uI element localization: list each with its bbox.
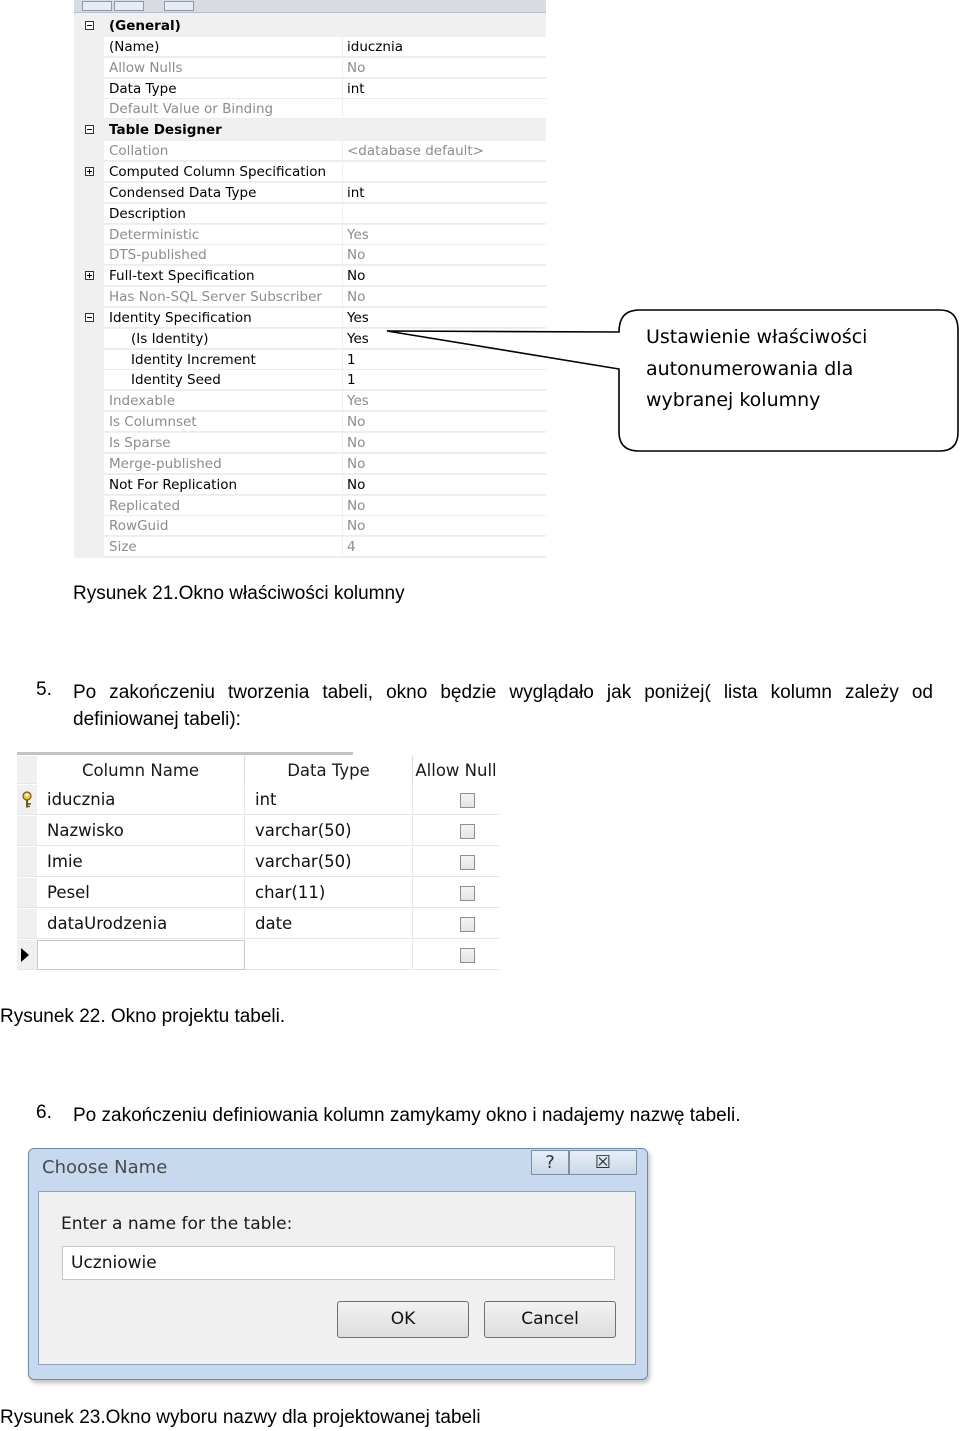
step-5-text-line2: definiowanej tabeli): [73, 709, 241, 730]
property-value[interactable]: int [343, 183, 546, 203]
column-name-cell[interactable] [37, 940, 245, 970]
help-button[interactable] [531, 1150, 569, 1175]
cancel-button[interactable]: Cancel [484, 1301, 616, 1338]
property-row[interactable] [74, 537, 546, 558]
property-name: Data Type [104, 79, 342, 99]
step-5-number: 5. [36, 679, 52, 700]
alphabetical-button[interactable] [114, 1, 144, 11]
collapse-icon[interactable] [85, 125, 94, 134]
data-type-cell[interactable] [245, 940, 413, 970]
property-row[interactable] [74, 99, 546, 120]
figure-23-caption: Rysunek 23.Okno wyboru nazwy dla projektowanej tabeli [0, 1407, 481, 1428]
property-row[interactable] [74, 162, 546, 183]
property-name: DTS-published [104, 245, 342, 265]
property-value[interactable]: No [343, 245, 546, 265]
allow-null-cell [413, 878, 499, 908]
property-value[interactable] [343, 204, 546, 224]
column-name-cell[interactable]: dataUrodzenia [37, 909, 245, 939]
choose-name-dialog [28, 1148, 648, 1380]
step-6-text: Po zakończeniu definiowania kolumn zamykamy okno i nadajemy nazwę tabeli. [73, 1105, 741, 1126]
allow-null-header[interactable]: Allow Null [413, 756, 499, 784]
property-row[interactable] [74, 454, 546, 475]
figure-22-caption: Rysunek 22. Okno projektu tabeli. [0, 1006, 286, 1027]
expand-icon[interactable] [85, 271, 94, 280]
table-name-input[interactable]: Uczniowie [62, 1246, 615, 1280]
property-name: Allow Nulls [104, 58, 342, 78]
property-name: (Is Identity) [104, 329, 342, 349]
property-name: Is Sparse [104, 433, 342, 453]
ok-button[interactable]: OK [337, 1301, 469, 1338]
table-designer-grid [17, 752, 499, 972]
property-value[interactable]: No [343, 516, 546, 536]
property-name: Is Columnset [104, 412, 342, 432]
dialog-body [38, 1191, 636, 1365]
data-type-cell[interactable]: date [245, 909, 413, 939]
property-value[interactable]: Yes [343, 391, 546, 411]
header-corner [17, 756, 37, 784]
property-value[interactable]: No [343, 475, 546, 495]
property-value[interactable]: 1 [343, 350, 546, 370]
column-name-cell[interactable]: Imie [37, 847, 245, 877]
row-selector[interactable] [17, 940, 37, 970]
property-name: Condensed Data Type [104, 183, 342, 203]
property-row[interactable] [74, 37, 546, 58]
property-row[interactable] [74, 245, 546, 266]
property-value[interactable]: 1 [343, 370, 546, 390]
data-type-cell[interactable]: int [245, 785, 413, 815]
property-value[interactable] [343, 99, 546, 119]
column-properties-grid [74, 0, 546, 558]
property-category-row[interactable] [74, 16, 546, 37]
property-value[interactable] [343, 162, 546, 182]
property-value[interactable]: No [343, 287, 546, 307]
property-row[interactable] [74, 225, 546, 246]
property-name: RowGuid [104, 516, 342, 536]
property-value[interactable]: Yes [343, 308, 546, 328]
table-name-label: Enter a name for the table: [61, 1214, 293, 1234]
property-value[interactable]: No [343, 496, 546, 516]
property-value[interactable]: iducznia [343, 37, 546, 57]
step-5-text-line1: Po zakończeniu tworzenia tabeli, okno będzie wyglądało jak poniżej( lista kolumn zależy od [73, 682, 933, 703]
property-name: Deterministic [104, 225, 342, 245]
property-name: (Name) [104, 37, 342, 57]
data-type-cell[interactable]: varchar(50) [245, 847, 413, 877]
allow-null-cell [413, 940, 499, 970]
property-name: Description [104, 204, 342, 224]
property-name: (General) [104, 16, 546, 36]
allow-null-checkbox[interactable] [460, 948, 475, 963]
current-row-arrow-icon [21, 948, 29, 962]
property-row[interactable] [74, 516, 546, 537]
column-name-cell[interactable]: Pesel [37, 878, 245, 908]
properties-toolbar [74, 0, 546, 13]
dialog-title: Choose Name [42, 1157, 168, 1178]
step-6-number: 6. [36, 1102, 52, 1123]
property-value[interactable]: Yes [343, 329, 546, 349]
property-name: Identity Specification [104, 308, 342, 328]
allow-null-cell [413, 816, 499, 846]
property-row[interactable] [74, 79, 546, 100]
property-value[interactable]: No [343, 454, 546, 474]
collapse-icon[interactable] [85, 21, 94, 30]
property-category-row[interactable] [74, 120, 546, 141]
property-row[interactable] [74, 475, 546, 496]
row-selector[interactable] [17, 847, 37, 877]
close-button[interactable] [569, 1150, 637, 1175]
categorized-button[interactable] [82, 1, 112, 11]
property-row[interactable] [74, 204, 546, 225]
property-name: Merge-published [104, 454, 342, 474]
data-type-header[interactable]: Data Type [245, 756, 413, 784]
property-value[interactable]: No [343, 58, 546, 78]
property-value[interactable]: <database default> [343, 141, 546, 161]
allow-null-checkbox[interactable] [460, 886, 475, 901]
property-name: Full-text Specification [104, 266, 342, 286]
allow-null-checkbox[interactable] [460, 793, 475, 808]
data-type-cell[interactable]: varchar(50) [245, 816, 413, 846]
property-name: Indexable [104, 391, 342, 411]
designer-top-border [17, 752, 353, 755]
property-row[interactable] [74, 58, 546, 79]
property-row[interactable] [74, 266, 546, 287]
row-selector[interactable] [17, 816, 37, 846]
allow-null-checkbox[interactable] [460, 855, 475, 870]
property-name: Identity Seed [104, 370, 342, 390]
data-type-cell[interactable]: char(11) [245, 878, 413, 908]
property-name: Collation [104, 141, 342, 161]
row-selector[interactable] [17, 878, 37, 908]
row-selector[interactable] [17, 909, 37, 939]
property-row[interactable] [74, 141, 546, 162]
collapse-icon[interactable] [85, 313, 94, 322]
property-name: Size [104, 537, 342, 557]
property-name: Computed Column Specification [104, 162, 342, 182]
allow-null-checkbox[interactable] [460, 824, 475, 839]
close-icon: ☒ [594, 1152, 612, 1173]
property-pages-button[interactable] [164, 1, 194, 11]
callout-line: autonumerowania dla [646, 357, 854, 380]
allow-null-cell [413, 785, 499, 815]
allow-null-cell [413, 909, 499, 939]
property-name: Table Designer [104, 120, 546, 140]
primary-key-icon [20, 791, 34, 809]
column-name-header[interactable]: Column Name [37, 756, 245, 784]
callout-text [646, 322, 946, 417]
property-value[interactable]: int [343, 79, 546, 99]
allow-null-checkbox[interactable] [460, 917, 475, 932]
figure-21-caption: Rysunek 21.Okno właściwości kolumny [73, 583, 405, 604]
property-value[interactable]: Yes [343, 225, 546, 245]
property-row[interactable] [74, 496, 546, 517]
callout-line: wybranej kolumny [646, 389, 821, 411]
callout-line: Ustawienie właściwości [646, 326, 868, 348]
column-name-cell[interactable]: Nazwisko [37, 816, 245, 846]
property-name: Has Non-SQL Server Subscriber [104, 287, 342, 307]
property-value[interactable]: 4 [343, 537, 546, 557]
property-value[interactable]: No [343, 433, 546, 453]
property-value[interactable]: No [343, 266, 546, 286]
help-icon: ? [545, 1152, 555, 1173]
property-name: Not For Replication [104, 475, 342, 495]
property-value[interactable]: No [343, 412, 546, 432]
property-row[interactable] [74, 183, 546, 204]
property-name: Identity Increment [104, 350, 342, 370]
property-name: Default Value or Binding [104, 99, 342, 119]
property-name: Replicated [104, 496, 342, 516]
expand-icon[interactable] [85, 167, 94, 176]
allow-null-cell [413, 847, 499, 877]
column-name-cell[interactable]: iducznia [37, 785, 245, 815]
row-selector[interactable] [17, 785, 37, 815]
